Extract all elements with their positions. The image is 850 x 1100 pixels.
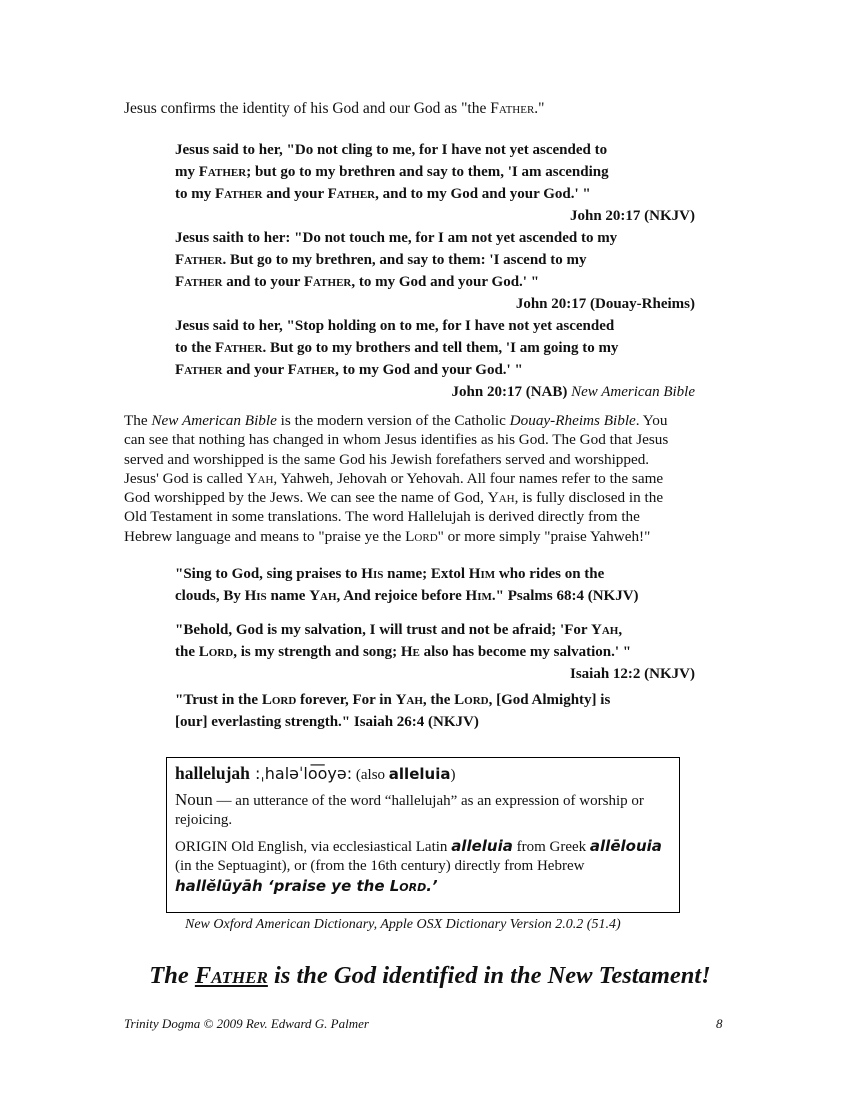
quote-line: to the Father. But go to my brothers and tell them, 'I am going to my xyxy=(175,340,619,356)
quote-john-douay-rheims xyxy=(175,227,695,315)
quote-isaiah-12: "Behold, God is my salvation, I will trust and not be afraid; 'For Yah, the Lord, is my strength and song; He also has become my salvation.' " Isaiah 12:2 (NKJV) xyxy=(175,619,695,685)
quote-isaiah-26: "Trust in the Lord forever, For in Yah, the Lord, [God Almighty] is [our] everlasting strength." Isaiah 26:4 (NKJV) xyxy=(175,692,611,730)
quote-reference: Isaiah 12:2 (NKJV) xyxy=(569,666,695,682)
dictionary-source-caption: New Oxford American Dictionary, Apple OSX Dictionary Version 2.0.2 (51.4) xyxy=(185,917,621,932)
pronunciation: :ˌhaləˈlo͞oyə: xyxy=(249,764,353,783)
page-number: 8 xyxy=(716,1016,723,1031)
quote-john-nab xyxy=(175,315,695,403)
intro-sentence xyxy=(124,98,744,120)
dictionary-definition: Noun — an utterance of the word “hallelujah” as an expression of worship or rejoicing. xyxy=(175,789,644,828)
intro-text-end: ." xyxy=(534,100,545,117)
dictionary-entry-box xyxy=(166,757,680,913)
intro-text: Jesus confirms the identity of his God and our God as "the xyxy=(124,100,491,117)
quote-line: my Father; but go to my brethren and say to them, 'I am ascending xyxy=(175,164,609,180)
quote-reference: John 20:17 (NKJV) xyxy=(569,208,695,224)
quote-line: to my Father and your Father, and to my God and your God.' " xyxy=(175,186,591,202)
dictionary-origin: ORIGIN Old English, via ecclesiastical Latin alleluia from Greek allēlouia (in the Septuagint), or (from the 16th century) directly from Hebrew hallĕlūyāh ‘praise ye the Lord.’ xyxy=(175,836,662,895)
headline-statement: The Father is the God identified in the New Testament! xyxy=(149,962,711,989)
quote-reference: John 20:17 (Douay-Rheims) xyxy=(515,296,695,312)
quote-line: Father and your Father, to my God and your God.' " xyxy=(175,362,523,378)
footer-copyright: Trinity Dogma © 2009 Rev. Edward G. Palmer xyxy=(124,1016,369,1031)
quote-line: Jesus said to her, "Do not cling to me, for I have not yet ascended to xyxy=(175,142,608,158)
body-paragraph: The New American Bible is the modern version of the Catholic Douay-Rheims Bible. You can see that nothing has changed in whom Jesus identifies as his God. The God that Jesus served and worshipped is the same God his Jewish forefathers served and worshipped. Jesus' God is called Yah, Yahweh, Jehovah or Yehovah. All four names refer to the same God worshipped by the Jews. We can see the name of God, Yah, is fully disclosed in the Old Testament in some translations. The word Hallelujah is derived directly from the Hebrew language and means to "praise ye the Lord" or more simply "praise Yahweh!" xyxy=(124,412,669,545)
quote-line: Jesus saith to her: "Do not touch me, for I am not yet ascended to my xyxy=(175,230,618,246)
quote-line: Jesus said to her, "Stop holding on to me, for I have not yet ascended xyxy=(175,318,615,334)
quote-john-nkjv xyxy=(175,139,695,227)
quote-reference: John 20:17 (NAB) New American Bible xyxy=(451,384,695,400)
quote-line: Father. But go to my brethren, and say to them: 'I ascend to my xyxy=(175,252,587,268)
quote-line: Father and to your Father, to my God and your God.' " xyxy=(175,274,540,290)
dictionary-headword: hallelujah xyxy=(175,763,250,783)
dictionary-headword-line: hallelujah :ˌhaləˈlo͞oyə: (also alleluia) xyxy=(175,763,456,783)
father-smallcaps: Father xyxy=(490,100,535,117)
quote-psalms: "Sing to God, sing praises to His name; Extol Him who rides on the clouds, By His name Yah, And rejoice before Him." Psalms 68:4 (NKJV) xyxy=(175,566,639,604)
